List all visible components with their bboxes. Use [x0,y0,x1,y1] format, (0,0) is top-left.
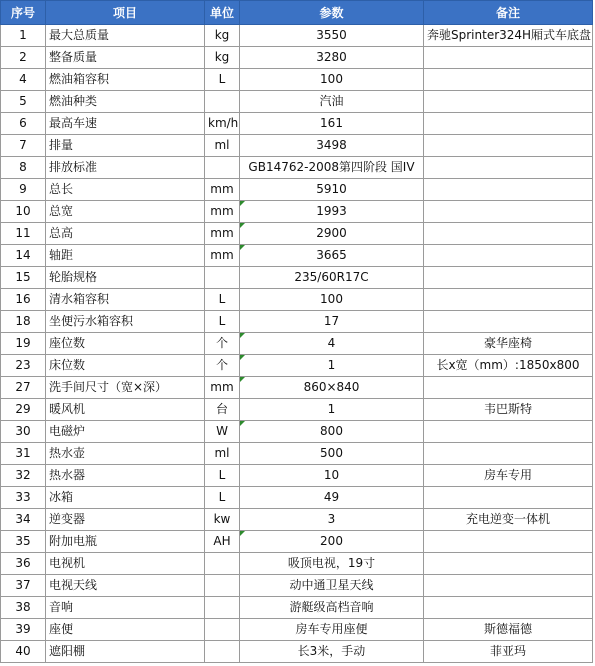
cell-no: 30 [1,421,46,443]
table-row [1,245,593,267]
cell-note [424,597,593,619]
cell-unit: mm [205,245,240,267]
cell-unit: 个 [205,333,240,355]
cell-no: 7 [1,135,46,157]
cell-unit: ml [205,443,240,465]
cell-unit: kg [205,25,240,47]
cell-item: 排量 [46,135,205,157]
cell-value: 汽油 [240,91,424,113]
table-row [1,289,593,311]
cell-no: 6 [1,113,46,135]
cell-unit: mm [205,223,240,245]
cell-value: 17 [240,311,424,333]
cell-no: 40 [1,641,46,663]
cell-value: 吸顶电视，19寸 [240,553,424,575]
cell-value: 200 [240,531,424,553]
table-row [1,267,593,289]
cell-note: 充电逆变一体机 [424,509,593,531]
cell-no: 9 [1,179,46,201]
cell-value: 3280 [240,47,424,69]
cell-no: 33 [1,487,46,509]
cell-note [424,267,593,289]
cell-value: 10 [240,465,424,487]
cell-unit [205,619,240,641]
cell-item: 排放标准 [46,157,205,179]
table-row [1,69,593,91]
cell-item: 最高车速 [46,113,205,135]
table-row [1,25,593,47]
cell-no: 11 [1,223,46,245]
cell-value: 3498 [240,135,424,157]
cell-note [424,421,593,443]
cell-item: 总高 [46,223,205,245]
cell-no: 38 [1,597,46,619]
cell-note [424,487,593,509]
cell-unit: L [205,69,240,91]
cell-value: 100 [240,289,424,311]
cell-note: 豪华座椅 [424,333,593,355]
cell-value: 5910 [240,179,424,201]
cell-note [424,245,593,267]
table-row [1,179,593,201]
cell-unit: kg [205,47,240,69]
cell-no: 10 [1,201,46,223]
cell-note [424,157,593,179]
cell-no: 19 [1,333,46,355]
cell-no: 37 [1,575,46,597]
table-row [1,531,593,553]
cell-value: 游艇级高档音响 [240,597,424,619]
cell-unit: L [205,487,240,509]
cell-note [424,377,593,399]
cell-value: 3 [240,509,424,531]
cell-value: 3550 [240,25,424,47]
cell-unit [205,597,240,619]
cell-note [424,443,593,465]
table-row [1,223,593,245]
cell-item: 座位数 [46,333,205,355]
cell-value: 235/60R17C [240,267,424,289]
header-value: 参数 [240,1,424,25]
cell-note [424,289,593,311]
cell-unit: ml [205,135,240,157]
header-row [1,1,593,25]
table-row [1,201,593,223]
cell-item: 总长 [46,179,205,201]
cell-unit: L [205,289,240,311]
cell-value: 100 [240,69,424,91]
cell-value: 长3米，手动 [240,641,424,663]
table-row [1,333,593,355]
cell-note [424,201,593,223]
cell-item: 附加电瓶 [46,531,205,553]
cell-unit [205,91,240,113]
header-no: 序号 [1,1,46,25]
cell-note [424,575,593,597]
cell-item: 轮胎规格 [46,267,205,289]
cell-item: 座便 [46,619,205,641]
table-row [1,443,593,465]
table-row [1,135,593,157]
cell-item: 燃油种类 [46,91,205,113]
table-row [1,91,593,113]
table-row [1,377,593,399]
cell-no: 39 [1,619,46,641]
cell-value: GB14762-2008第四阶段 国IV [240,157,424,179]
cell-note [424,113,593,135]
cell-note [424,135,593,157]
cell-unit [205,267,240,289]
cell-unit: W [205,421,240,443]
cell-no: 31 [1,443,46,465]
cell-note: 菲亚玛 [424,641,593,663]
cell-no: 35 [1,531,46,553]
table-row [1,311,593,333]
cell-unit: mm [205,179,240,201]
cell-no: 4 [1,69,46,91]
cell-note [424,47,593,69]
cell-item: 热水壶 [46,443,205,465]
cell-item: 最大总质量 [46,25,205,47]
cell-note [424,179,593,201]
cell-item: 电视天线 [46,575,205,597]
cell-unit: kw [205,509,240,531]
cell-no: 23 [1,355,46,377]
cell-unit: mm [205,201,240,223]
cell-note: 韦巴斯特 [424,399,593,421]
cell-unit: mm [205,377,240,399]
cell-no: 8 [1,157,46,179]
cell-note [424,553,593,575]
table-row [1,509,593,531]
cell-unit: 个 [205,355,240,377]
cell-no: 32 [1,465,46,487]
cell-value: 500 [240,443,424,465]
cell-unit [205,553,240,575]
cell-no: 2 [1,47,46,69]
cell-item: 逆变器 [46,509,205,531]
cell-item: 总宽 [46,201,205,223]
table-body [1,25,593,663]
cell-note [424,531,593,553]
header-unit: 单位 [205,1,240,25]
cell-note [424,223,593,245]
cell-no: 36 [1,553,46,575]
table-row [1,641,593,663]
table-row [1,597,593,619]
cell-unit [205,641,240,663]
cell-no: 15 [1,267,46,289]
cell-item: 整备质量 [46,47,205,69]
cell-no: 5 [1,91,46,113]
cell-item: 遮阳棚 [46,641,205,663]
cell-unit: L [205,311,240,333]
cell-no: 14 [1,245,46,267]
cell-note: 长x宽（mm）:1850x800 [424,355,593,377]
cell-item: 洗手间尺寸（宽×深） [46,377,205,399]
cell-item: 音响 [46,597,205,619]
cell-item: 暖风机 [46,399,205,421]
header-note: 备注 [424,1,593,25]
table-row [1,113,593,135]
cell-unit [205,575,240,597]
cell-no: 27 [1,377,46,399]
cell-no: 1 [1,25,46,47]
table-row [1,619,593,641]
cell-value: 4 [240,333,424,355]
table-row [1,355,593,377]
cell-item: 床位数 [46,355,205,377]
cell-value: 3665 [240,245,424,267]
cell-item: 电磁炉 [46,421,205,443]
cell-item: 清水箱容积 [46,289,205,311]
table-row [1,399,593,421]
cell-value: 49 [240,487,424,509]
cell-unit: AH [205,531,240,553]
cell-value: 1 [240,355,424,377]
table-row [1,421,593,443]
cell-note: 斯德福德 [424,619,593,641]
cell-unit: km/h [205,113,240,135]
cell-note [424,91,593,113]
cell-value: 161 [240,113,424,135]
cell-item: 轴距 [46,245,205,267]
cell-value: 860×840 [240,377,424,399]
cell-item: 燃油箱容积 [46,69,205,91]
header-item: 项目 [46,1,205,25]
cell-no: 18 [1,311,46,333]
cell-item: 冰箱 [46,487,205,509]
table-row [1,47,593,69]
cell-item: 电视机 [46,553,205,575]
cell-no: 16 [1,289,46,311]
cell-unit [205,157,240,179]
cell-no: 34 [1,509,46,531]
cell-item: 坐便污水箱容积 [46,311,205,333]
cell-value: 1993 [240,201,424,223]
table-row [1,487,593,509]
cell-unit: 台 [205,399,240,421]
cell-note [424,69,593,91]
cell-item: 热水器 [46,465,205,487]
table-row [1,575,593,597]
cell-note: 奔驰Sprinter324H厢式车底盘 [424,25,593,47]
table-row [1,553,593,575]
cell-value: 800 [240,421,424,443]
cell-value: 房车专用座便 [240,619,424,641]
cell-no: 29 [1,399,46,421]
cell-value: 动中通卫星天线 [240,575,424,597]
cell-note: 房车专用 [424,465,593,487]
cell-note [424,311,593,333]
cell-value: 1 [240,399,424,421]
cell-value: 2900 [240,223,424,245]
table-row [1,465,593,487]
cell-unit: L [205,465,240,487]
table-row [1,157,593,179]
